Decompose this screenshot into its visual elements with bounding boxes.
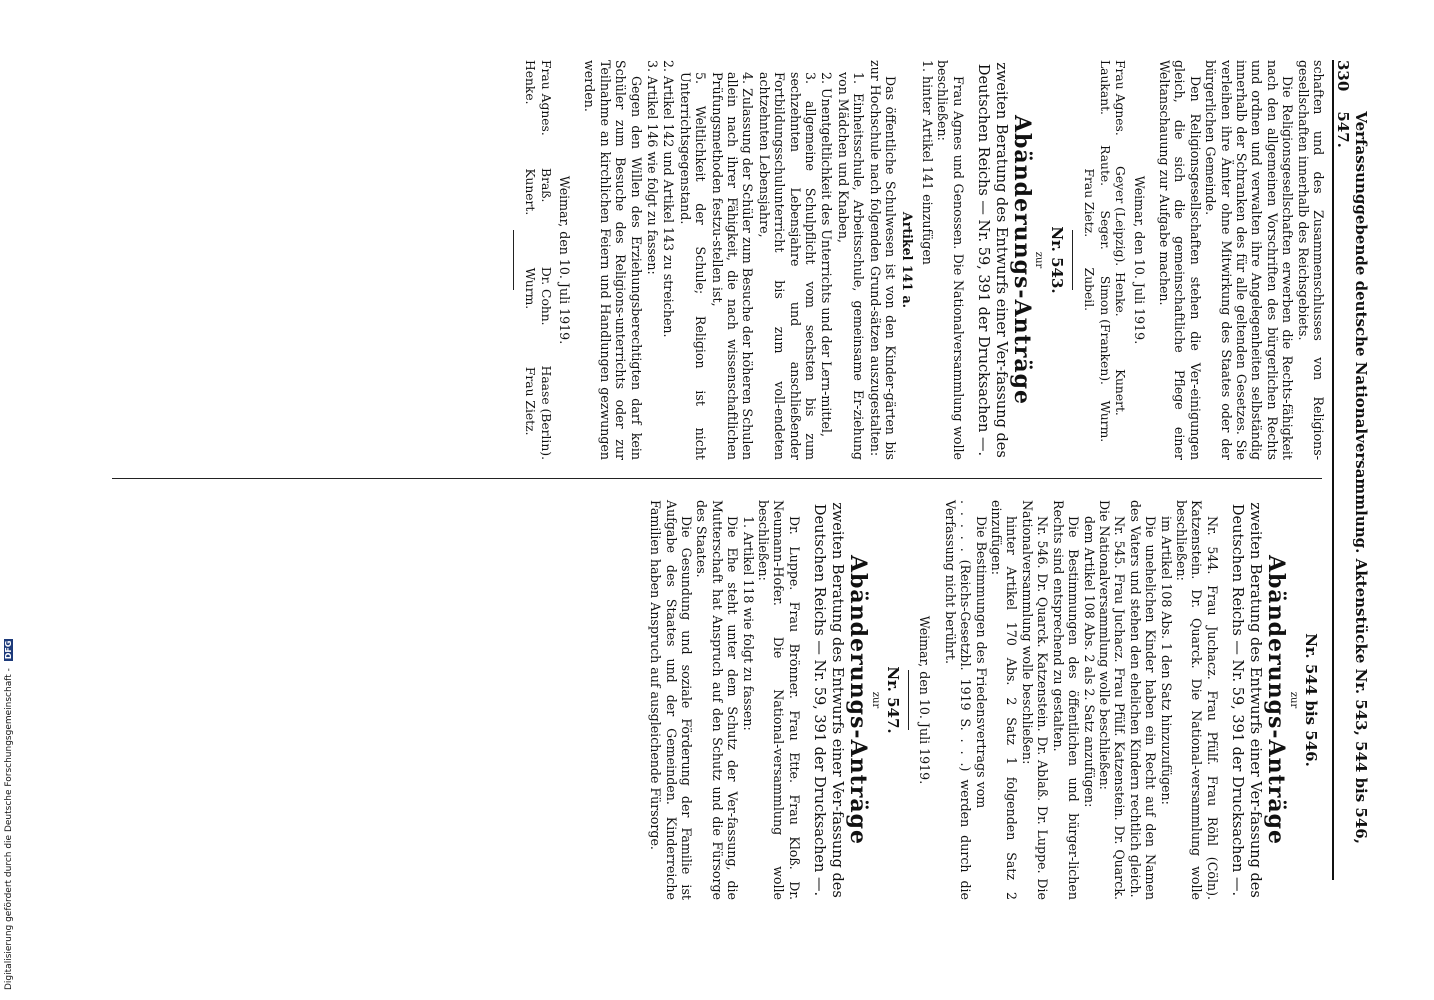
- signature: Braß.: [538, 168, 553, 203]
- digitization-text: Digitalisierung gefördert durch die Deutsche Forschungsgemeinschaft -: [4, 668, 14, 990]
- signature: [1081, 367, 1096, 460]
- signature: Geyer (Leipzig).: [1113, 166, 1128, 267]
- paragraph: Die Religionsgesellschaften erwerben die Rechts-fähigkeit nach den allgemeinen Vorschriften des bürgerlichen Rechts und ordnen und verwalten ihre Angelegenheiten selbständig innerhalb der Schranken des für alle geltenden Gesetzes. Sie verleihen ihre Ämter ohne Mitwirkung des Staates oder der bürgerlichen Gemeinde.: [1203, 60, 1296, 460]
- signature: Henke.: [523, 60, 538, 105]
- paragraph: Nr. 546. Dr. Quarck. Katzenstein. Dr. Ablaß. Dr. Luppe. Die Nationalversammlung wolle beschließen:: [1019, 500, 1051, 900]
- paragraph: schaften und des Zusammenschlusses von Religions-gesellschaften innerhalb des Reichsgebiets.: [1295, 60, 1326, 460]
- paragraph: Die Ehe steht unter dem Schutz der Ver-fassung, die Mutterschaft hat Anspruch auf den Schutz und die Fürsorge des Staates.: [694, 500, 741, 900]
- dfg-logo: DFG: [4, 640, 13, 660]
- section-title: Abänderungs-Anträge: [1009, 114, 1036, 405]
- list-item: 2. Artikel 142 und Artikel 143 zu streichen.: [661, 60, 677, 338]
- signatures: [522, 60, 537, 460]
- list-item: 3. allgemeine Schulpflicht vom sechsten bis zum sechzehnten Lebensjahre und anschließender Fortbildungsschulunterricht bis zum voll-endeten achtzehnten Lebensjahre,: [756, 72, 819, 460]
- signature: Frau Zietz.: [523, 366, 538, 436]
- list-item: 2. Unentgeltlichkeit des Unterrichts und der Lern-mittel,: [819, 72, 835, 437]
- signature: Wurm.: [1097, 400, 1112, 443]
- zur-label: zur: [1287, 691, 1299, 709]
- signature: Seger.: [1097, 210, 1112, 250]
- zur-label: zur: [1033, 251, 1045, 269]
- signature: Haase (Berlin).: [538, 365, 553, 460]
- signature: Laukant.: [1097, 60, 1112, 115]
- paragraph: dem Artikel 108 Abs. 2 als 2. Satz anzufügen:: [1081, 516, 1097, 808]
- paragraph: . . . . . (Reichs-Gesetzbl. 1919 S. . . .) werden durch die Verfassung nicht berührt.: [942, 500, 974, 900]
- section-title: Abänderungs-Anträge: [1263, 554, 1290, 845]
- section-title: Abänderungs-Anträge: [845, 554, 872, 845]
- list-item: 4. Zulassung der Schüler zum Besuche der höheren Schulen allein nach ihrer Fähigkeit, die nach wissenschaftlichen Prüfungsmethoden festzu-stellen ist,: [709, 72, 756, 460]
- paragraph: Die Bestimmungen des Friedensvertrags vom: [973, 516, 989, 809]
- paragraph: Frau Agnes und Genossen. Die Nationalversammlung wolle beschließen:: [935, 60, 966, 460]
- signature: [1081, 60, 1096, 162]
- date-line: Weimar, den 10. Juli 1919.: [917, 615, 933, 785]
- signature: Wurm.: [523, 267, 538, 310]
- signature: Dr. Cohn.: [538, 266, 553, 326]
- signature: Frau Agnes.: [1113, 60, 1128, 136]
- subsection-list: [677, 60, 866, 460]
- section-number: Nr. 543.: [1047, 226, 1066, 294]
- paragraph: Den Religionsgesellschaften stehen die Ver-einigungen gleich, die sich die gemeinschaftliche Pflege einer Weltanschauung zur Aufgabe machen.: [1156, 60, 1203, 460]
- divider-rule: [908, 670, 909, 730]
- paragraph: Die Bestimmungen des öffentlichen und bürger-lichen Rechts sind entsprechend zu gestalten.: [1050, 500, 1082, 900]
- section-subtitle: zweiten Beratung des Entwurfs einer Ver-fassung des Deutschen Reichs — Nr. 59, 391 der Drucksachen —.: [1228, 502, 1263, 898]
- list-item: 3. Artikel 146 wie folgt zu fassen:: [644, 60, 660, 275]
- date-line: Weimar, den 10. Juli 1919.: [1131, 175, 1147, 345]
- page-number: 330: [1334, 60, 1352, 92]
- column-left: [505, 60, 1326, 460]
- section-number: Nr. 544 bis 546.: [1302, 633, 1320, 767]
- divider-rule: [513, 230, 514, 290]
- section-subtitle: zweiten Beratung des Entwurfs einer Ver-fassung des Deutschen Reichs — Nr. 59, 391 der Drucksachen —.: [974, 62, 1009, 458]
- signatures: [1112, 60, 1127, 460]
- section-subtitle: zweiten Beratung des Entwurfs einer Ver-fassung des Deutschen Reichs — Nr. 59, 391 der Drucksachen —.: [810, 502, 845, 898]
- signature: Simon (Franken).: [1097, 275, 1112, 385]
- column-divider: [112, 478, 1322, 479]
- signatures: [537, 60, 552, 460]
- signature: Zubeil.: [1082, 267, 1097, 312]
- list-item: 1. Artikel 118 wie folgt zu fassen:: [740, 516, 756, 731]
- paragraph: Die Gesundung und soziale Förderung der Familie ist Aufgabe des Staates und der Gemeinden. Kinderreiche Familien haben Anspruch auf ausgleichende Fürsorge.: [648, 500, 694, 900]
- list-item: 1. Einheitsschule, Arbeitsschule, gemeinsame Er-ziehung von Mädchen und Knaben,: [835, 72, 867, 460]
- paragraph: Gegen den Willen des Erziehungsberechtigten darf kein Schüler zum Besuche des Religions-unterrichts oder zur Teilnahme an kirchlichen Feiern und Handlungen gezwungen werden.: [582, 60, 644, 460]
- paragraph: Das öffentliche Schulwesen ist von den Kinder-gärten bis zur Hochschule nach folgenden Grund-sätzen auszugestalten:: [867, 60, 899, 460]
- paragraph: Die unehelichen Kinder haben ein Recht auf den Namen des Vaters und stehen den ehelichen Kindern rechtlich gleich.: [1127, 500, 1159, 900]
- paragraph: Nr. 545. Frau Juchacz. Frau Pfülf. Katzenstein. Dr. Quarck. Die Nationalversammlung wolle beschließen:: [1096, 500, 1128, 900]
- date-line: Weimar, den 10. Juli 1919.: [556, 175, 572, 345]
- signatures: [1096, 60, 1111, 460]
- list-item: 1. hinter Artikel 141 einzufügen: [919, 60, 935, 265]
- paragraph: hinter Artikel 170 Abs. 2 Satz 1 folgenden Satz 2 einzufügen:: [989, 500, 1020, 900]
- signature: Frau Zietz.: [1082, 168, 1097, 238]
- digitization-note: [4, 600, 18, 990]
- list-item: 5. Weltlichkeit der Schule; Religion ist nicht Unterrichtsgegenstand.: [677, 72, 709, 460]
- article-heading: Artikel 141 a.: [900, 211, 916, 309]
- zur-label: zur: [869, 691, 881, 709]
- page-header: [1332, 60, 1370, 880]
- signature: Henke.: [1113, 272, 1128, 317]
- divider-rule: [1072, 230, 1073, 290]
- paragraph: Nr. 544. Frau Juchacz. Frau Pfülf. Frau Röhl (Cöln). Katzenstein. Dr. Quarck. Die National-versammlung wolle beschließen:: [1173, 500, 1220, 900]
- column-right: [648, 500, 1326, 900]
- signatures: [1081, 60, 1096, 460]
- paragraph: im Artikel 108 Abs. 1 den Satz hinzuzufügen:: [1158, 516, 1174, 805]
- section-number: Nr. 547.: [884, 666, 903, 734]
- paragraph: Dr. Luppe. Frau Brönner. Frau Ette. Frau Kloß. Dr. Neumann-Hofer. Die National-versammlung wolle beschließen:: [756, 500, 802, 900]
- signature: Frau Agnes.: [538, 60, 553, 136]
- signature: Kunert.: [523, 168, 538, 216]
- header-title: Verfassunggebende deutsche Nationalversammlung. Aktenstücke Nr. 543, 544 bis 546, 547.: [1334, 111, 1370, 844]
- signature: Raute.: [1097, 145, 1112, 187]
- signature: Kunert.: [1113, 369, 1128, 416]
